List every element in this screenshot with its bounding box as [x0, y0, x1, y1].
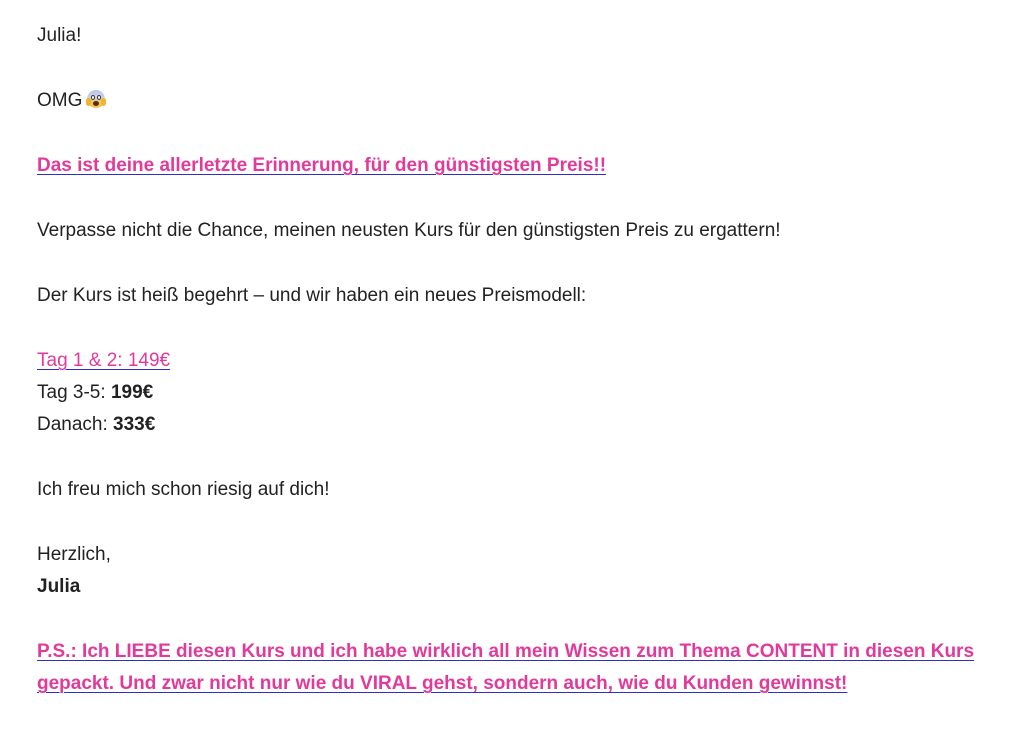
spacer — [37, 247, 997, 280]
pricing-tier-3-label: Danach: — [37, 414, 114, 435]
pricing-tier-2-label: Tag 3-5: — [37, 382, 111, 403]
greeting: Julia! — [37, 25, 82, 46]
spacer — [37, 182, 997, 215]
pricing-tier-3-price: 333€ — [113, 414, 156, 435]
email-body — [37, 20, 997, 700]
spacer — [37, 603, 997, 636]
face-screaming-in-fear-icon — [86, 89, 106, 109]
pricing-tier-2-price: 199€ — [110, 382, 154, 403]
spacer — [37, 312, 997, 345]
spacer — [37, 117, 997, 150]
ps-link[interactable]: P.S.: Ich LIEBE diesen Kurs und ich habe wirklich all mein Wissen zum Thema CONTENT in diesen Kurs gepackt. Und zwar nicht nur wie du VIRAL gehst, sondern auch, wie du Kunden gewinnst! — [37, 641, 975, 694]
signature — [37, 571, 997, 603]
pricing-tier-2 — [37, 377, 997, 409]
omg-line — [37, 85, 997, 117]
pricing-tier-1-link[interactable]: Tag 1 & 2: 149€ — [37, 350, 171, 371]
spacer — [37, 441, 997, 474]
signoff: Herzlich, — [37, 544, 111, 565]
spacer — [37, 52, 997, 85]
pricing-tier-3 — [37, 409, 997, 441]
paragraph-2: Der Kurs ist heiß begehrt – und wir haben ein neues Preismodell: — [37, 285, 587, 306]
omg-text: OMG — [37, 90, 83, 111]
spacer — [37, 506, 997, 539]
signature-name: Julia — [37, 576, 81, 597]
closing-line: Ich freu mich schon riesig auf dich! — [37, 479, 330, 500]
paragraph-1: Verpasse nicht die Chance, meinen neusten Kurs für den günstigsten Preis zu ergattern! — [37, 220, 781, 241]
pricing-tier-1 — [37, 345, 997, 377]
headline-line — [37, 150, 997, 182]
headline-link[interactable]: Das ist deine allerletzte Erinnerung, für den günstigsten Preis!! — [37, 155, 607, 176]
